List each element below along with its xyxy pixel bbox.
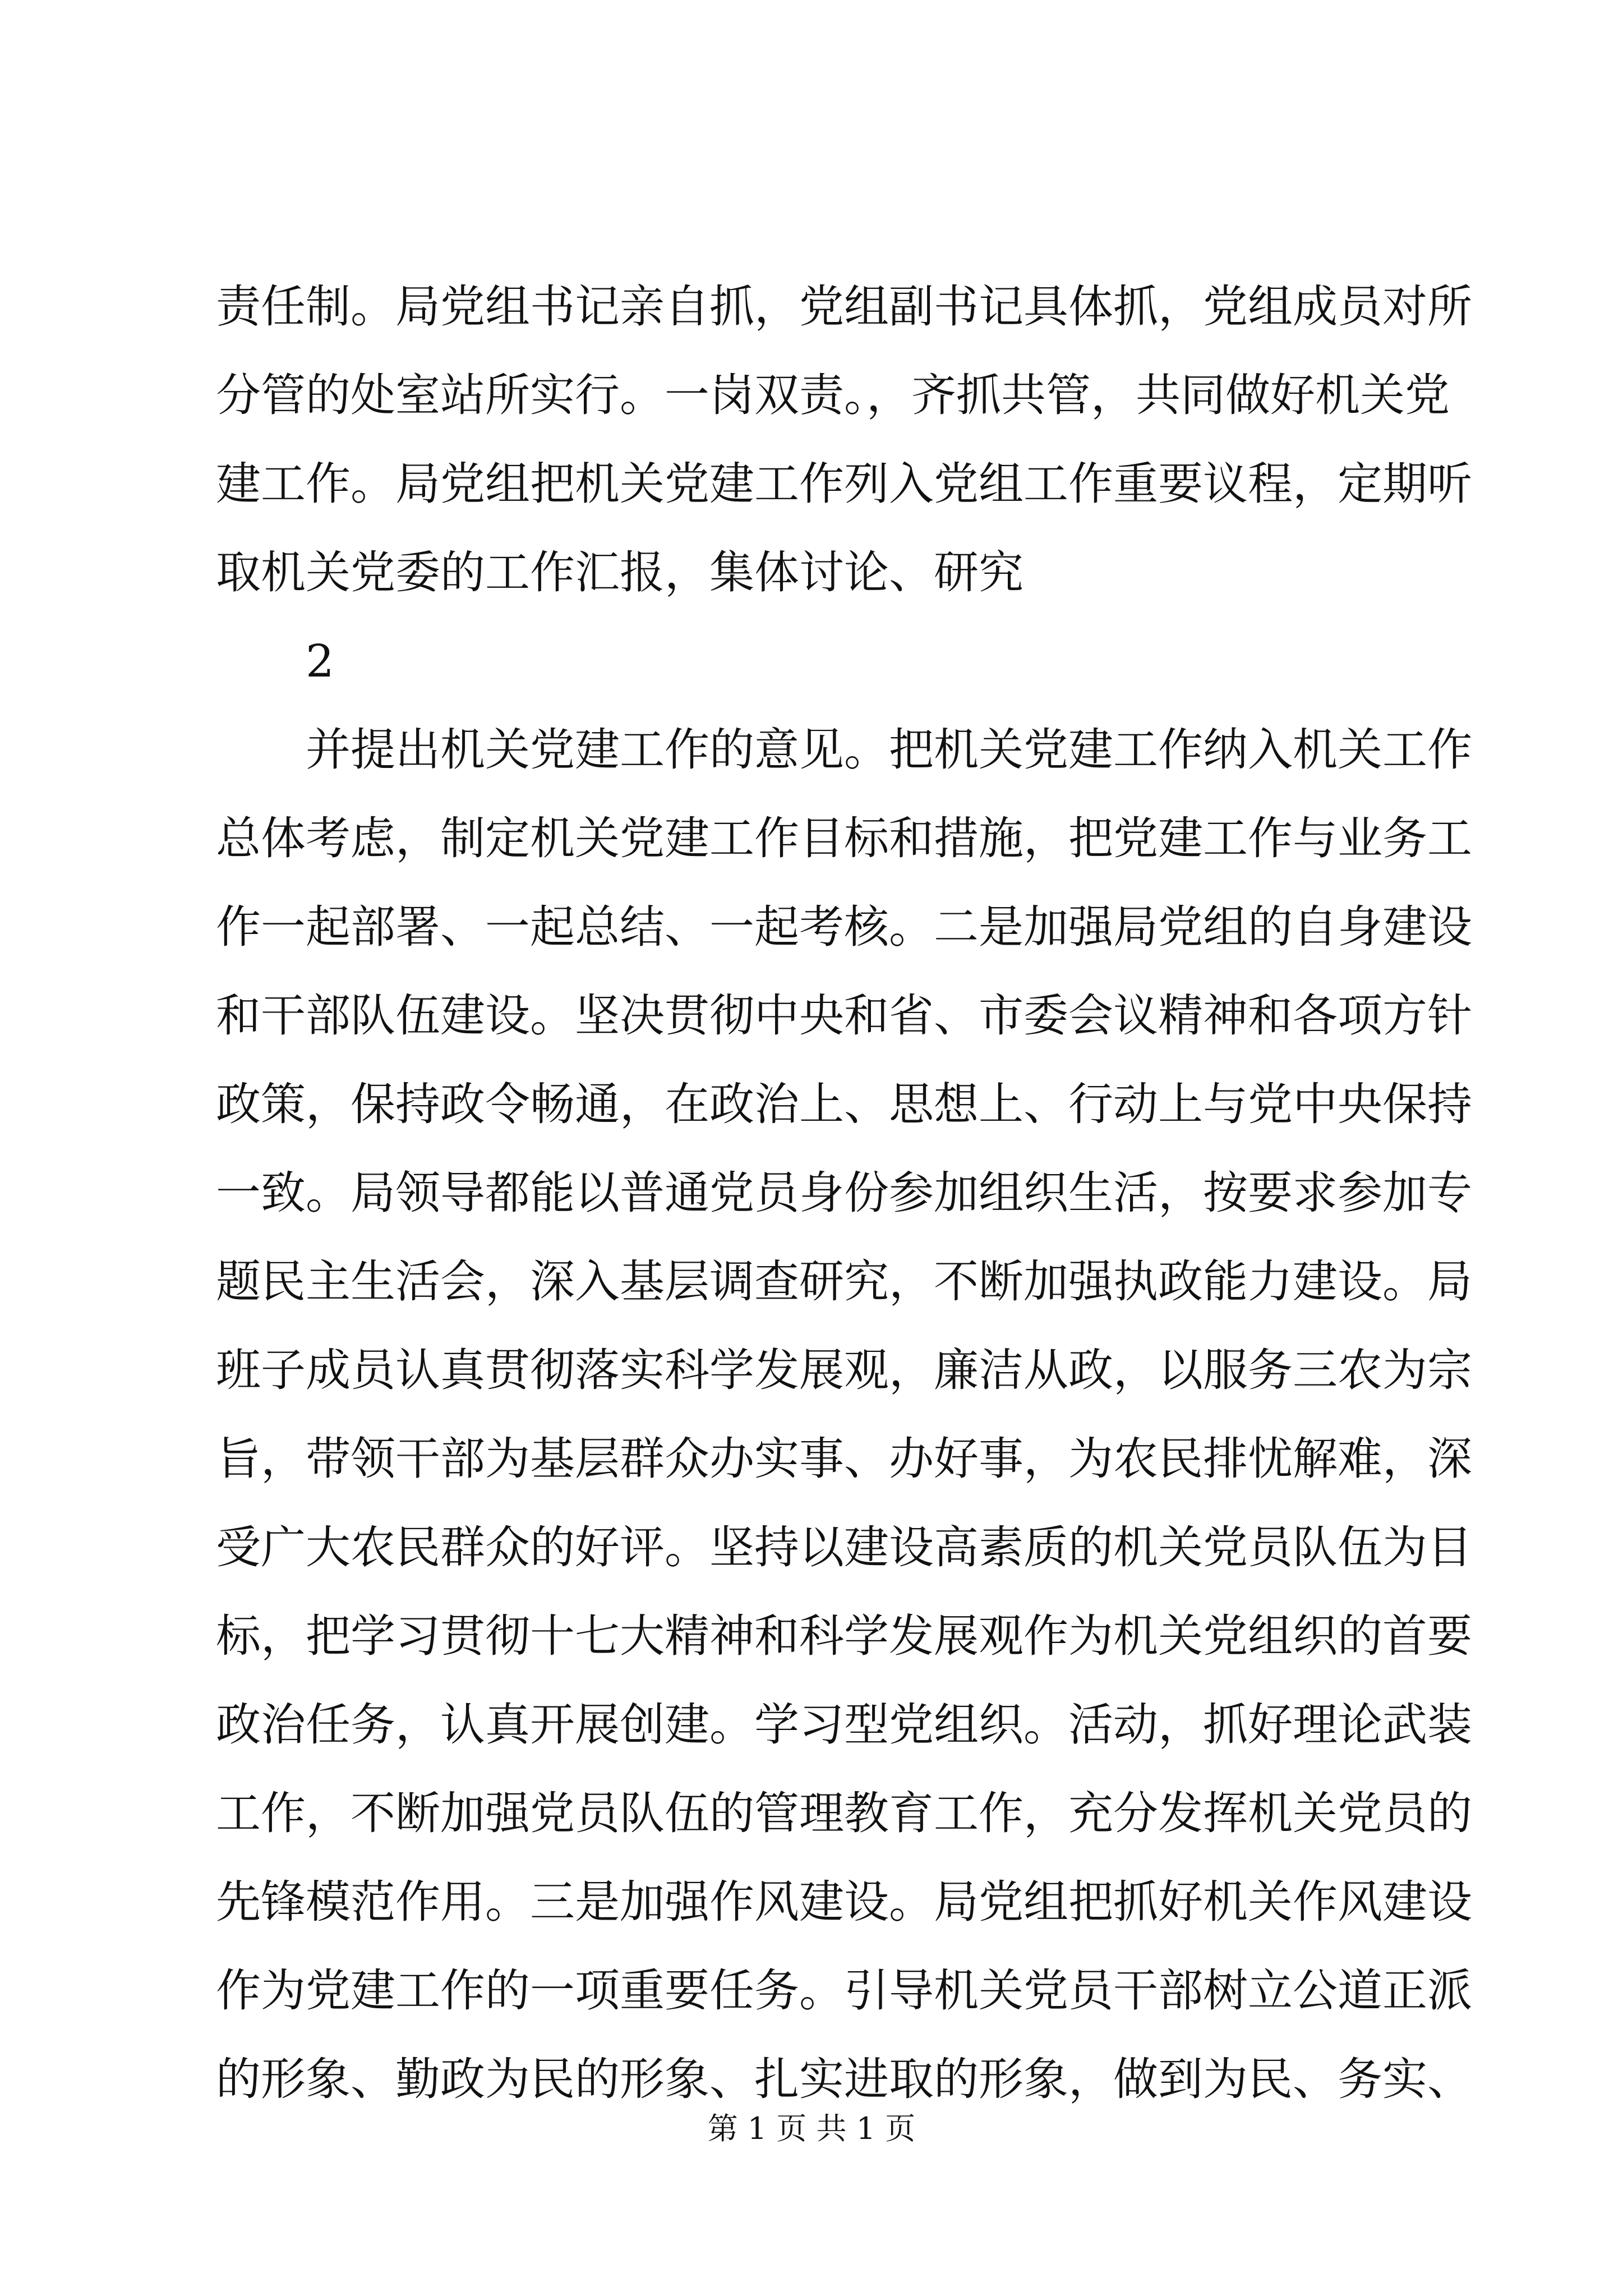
inline-page-number: 2: [306, 635, 334, 687]
text-line: 旨，带领干部为基层群众办实事、办好事，为农民排忧解难，深: [216, 1433, 1472, 1485]
text-line: 标，把学习贯彻十七大精神和科学发展观作为机关党组织的首要: [216, 1610, 1472, 1662]
text-line: 一致。局领导都能以普通党员身份参加组织生活，按要求参加专: [216, 1167, 1472, 1219]
text-line: 班子成员认真贯彻落实科学发展观，廉洁从政，以服务三农为宗: [216, 1344, 1472, 1396]
text-line: 作一起部署、一起总结、一起考核。二是加强局党组的自身建设: [216, 901, 1472, 953]
paragraph-1: [216, 263, 1472, 617]
text-line: 政策，保持政令畅通，在政治上、思想上、行动上与党中央保持: [216, 1078, 1472, 1130]
page-footer: 第 1 页 共 1 页: [707, 2111, 916, 2146]
text-line: 总体考虑，制定机关党建工作目标和措施，把党建工作与业务工: [216, 812, 1472, 864]
text-line: 和干部队伍建设。坚决贯彻中央和省、市委会议精神和各项方针: [216, 990, 1472, 1042]
text-line: 题民主生活会，深入基层调查研究，不断加强执政能力建设。局: [216, 1255, 1472, 1308]
text-line: 工作，不断加强党员队伍的管理教育工作，充分发挥机关党员的: [216, 1787, 1472, 1839]
text-line: 作为党建工作的一项重要任务。引导机关党员干部树立公道正派: [216, 1964, 1472, 2017]
document-body: [216, 263, 1472, 2124]
text-line: 建工作。局党组把机关党建工作列入党组工作重要议程，定期听: [216, 458, 1472, 510]
text-line: 取机关党委的工作汇报，集体讨论、研究: [216, 546, 1023, 599]
text-line: 责任制。局党组书记亲自抓，党组副书记具体抓，党组成员对所: [216, 280, 1472, 333]
text-line: 政治任务，认真开展创建。学习型党组织。活动，抓好理论武装: [216, 1699, 1472, 1751]
text-line: 分管的处室站所实行。一岗双责。，齐抓共管，共同做好机关党: [216, 369, 1450, 421]
text-line: 的形象、勤政为民的形象、扎实进取的形象，做到为民、务实、: [216, 2053, 1472, 2105]
text-line: 先锋模范作用。三是加强作风建设。局党组把抓好机关作风建设: [216, 1876, 1472, 1928]
paragraph-2: [216, 706, 1472, 2124]
text-line: 并提出机关党建工作的意见。把机关党建工作纳入机关工作: [306, 724, 1472, 776]
text-line: 受广大农民群众的好评。坚持以建设高素质的机关党员队伍为目: [216, 1521, 1472, 1573]
